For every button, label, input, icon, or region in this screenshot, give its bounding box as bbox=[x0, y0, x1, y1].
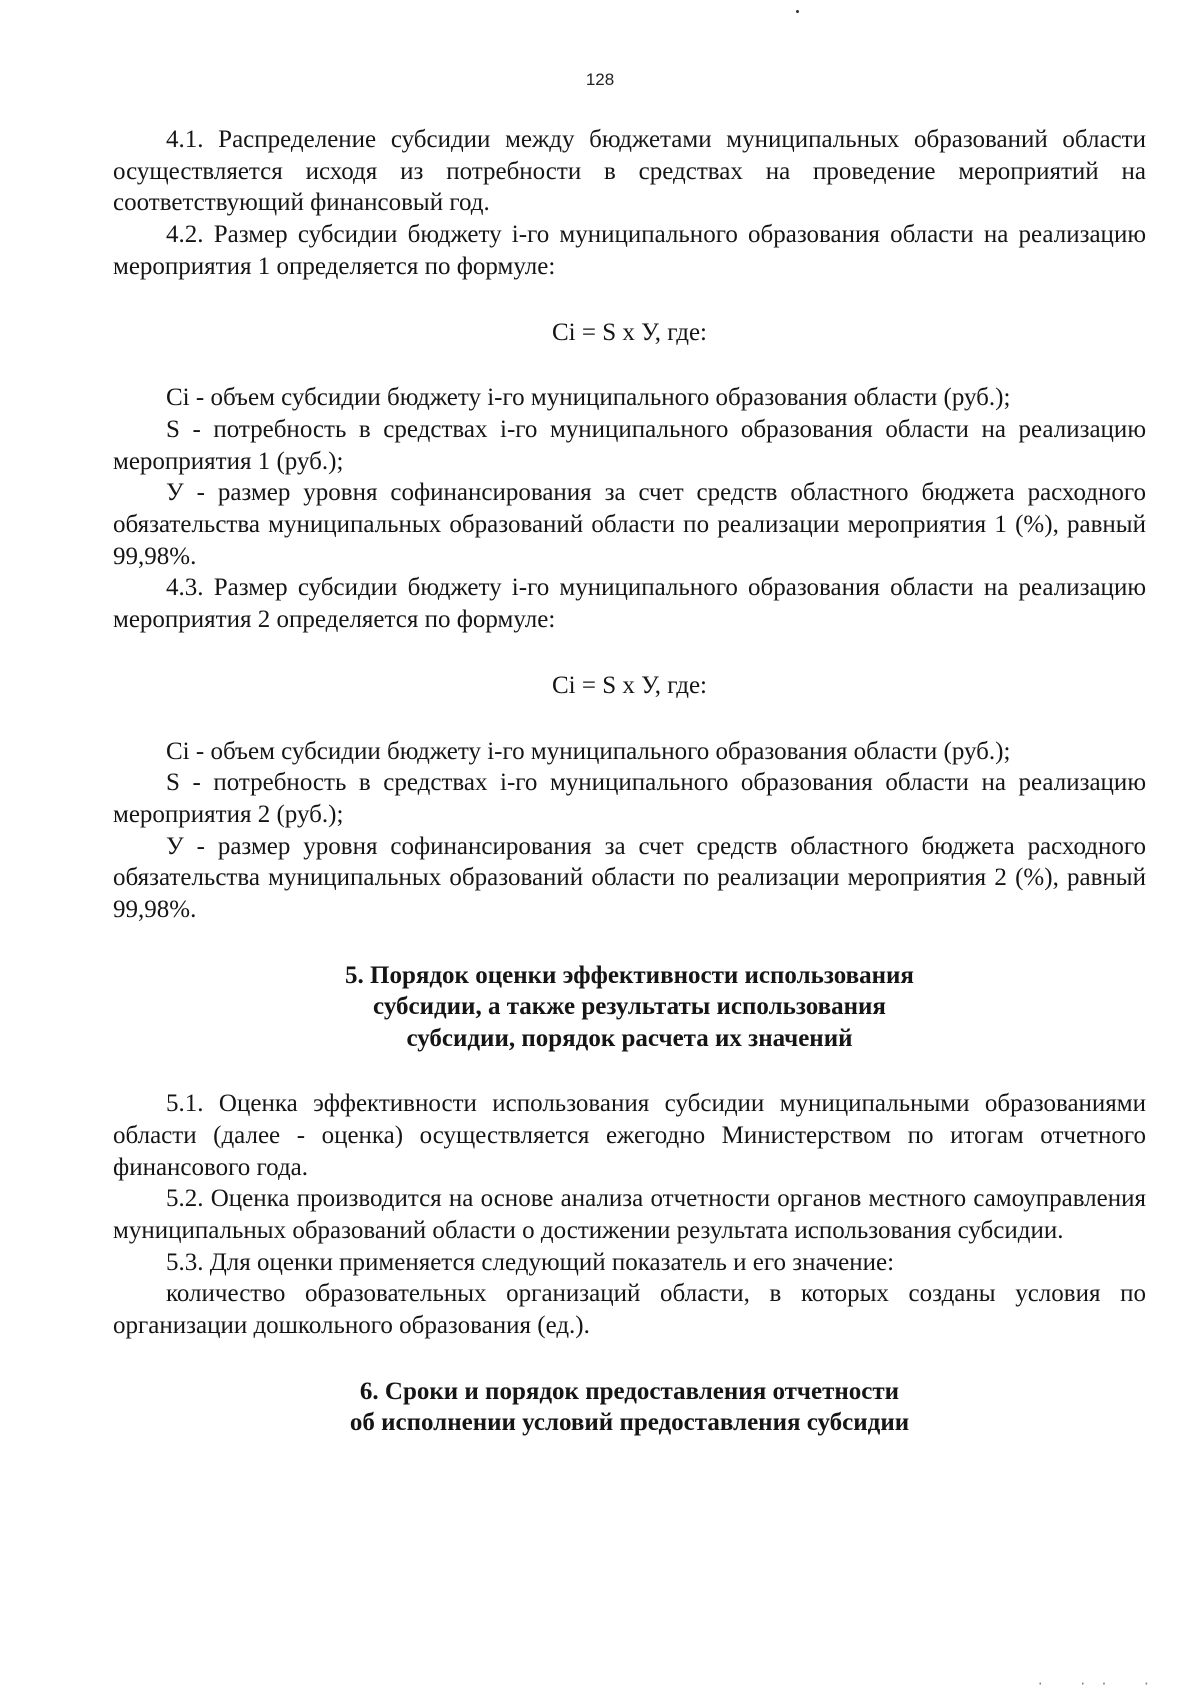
document-body bbox=[113, 124, 1146, 1473]
formula-2: Ci = S x У, где: bbox=[551, 671, 708, 699]
definition-s-1: S - потребность в средствах i-го муниципального образования области на реализацию мероприятия 1 (руб.); bbox=[113, 415, 1146, 475]
formula-1: Ci = S x У, где: bbox=[551, 318, 708, 346]
section-5-heading-line: 5. Порядок оценки эффективности использования bbox=[345, 961, 914, 989]
scan-edge-specks: · ·· · bbox=[1036, 1677, 1164, 1691]
paragraph-5-3-indicator: количество образовательных организаций области, в которых созданы условия по организации дошкольного образования (ед.). bbox=[113, 1280, 1146, 1340]
page-number: 128 bbox=[585, 70, 615, 89]
scan-speck bbox=[796, 10, 799, 13]
definition-ci-1: Ci - объем субсидии бюджету i-го муниципального образования области (руб.); bbox=[166, 384, 1011, 412]
definition-s-2: S - потребность в средствах i-го муниципального образования области на реализацию мероприятия 2 (руб.); bbox=[113, 769, 1146, 828]
section-5-heading-line: субсидии, порядок расчета их значений bbox=[406, 1024, 853, 1052]
paragraph-5-2: 5.2. Оценка производится на основе анализа отчетности органов местного самоуправления муниципальных образований области о достижении результата использования субсидии. bbox=[113, 1185, 1146, 1245]
paragraph-5-3: 5.3. Для оценки применяется следующий показатель и его значение: bbox=[166, 1248, 895, 1276]
definition-ci-2: Ci - объем субсидии бюджету i-го муниципального образования области (руб.); bbox=[166, 737, 1011, 765]
section-5-heading-line: субсидии, а также результаты использования bbox=[373, 993, 886, 1021]
paragraph-4-2: 4.2. Размер субсидии бюджету i-го муниципального образования области на реализацию мероприятия 1 определяется по формуле: bbox=[113, 221, 1146, 280]
definition-u-2: У - размер уровня софинансирования за счет средств областного бюджета расходного обязательства муниципальных образований области по реализации мероприятия 2 (%), равный 99,98%. bbox=[113, 832, 1146, 924]
section-6-heading bbox=[113, 1376, 1146, 1439]
section-6-heading-line: 6. Сроки и порядок предоставления отчетности bbox=[359, 1377, 900, 1405]
section-5-heading bbox=[113, 960, 1146, 1055]
paragraph-5-1: 5.1. Оценка эффективности использования субсидии муниципальными образованиями области (далее - оценка) осуществляется ежегодно Министерством по итогам отчетного финансового года. bbox=[113, 1090, 1146, 1181]
definition-u-1: У - размер уровня софинансирования за счет средств областного бюджета расходного обязательства муниципальных образований области по реализации мероприятия 1 (%), равный 99,98%. bbox=[113, 479, 1146, 570]
section-6-heading-line: об исполнении условий предоставления субсидии bbox=[349, 1409, 910, 1437]
paragraph-4-1: 4.1. Распределение субсидии между бюджетами муниципальных образований области осуществляется исходя из потребности в средствах на проведение мероприятий на соответствующий финансовый год. bbox=[113, 126, 1146, 217]
paragraph-4-3: 4.3. Размер субсидии бюджету i-го муниципального образования области на реализацию мероприятия 2 определяется по формуле: bbox=[113, 574, 1146, 634]
